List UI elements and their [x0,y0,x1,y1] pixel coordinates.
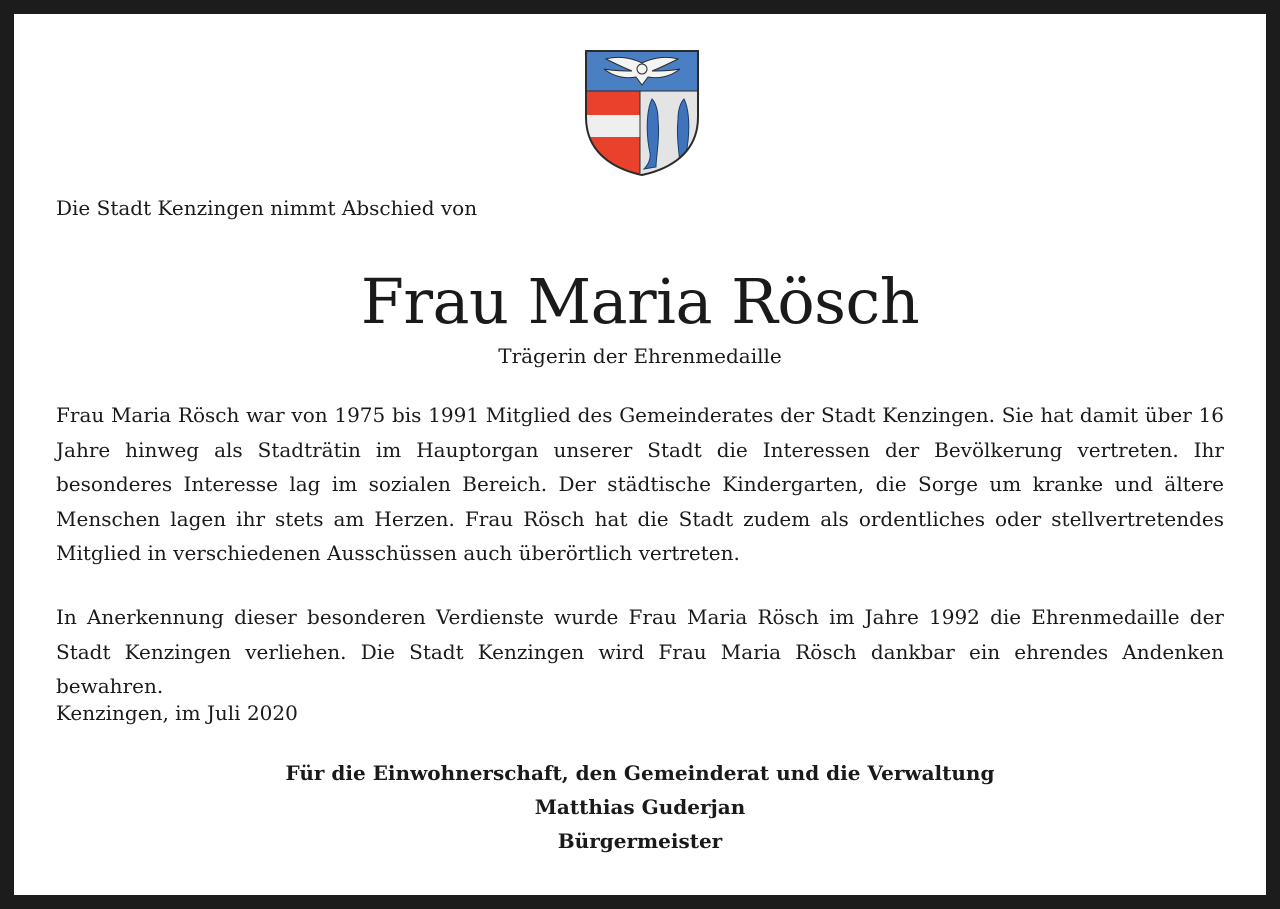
biography-paragraph: Frau Maria Rösch war von 1975 bis 1991 Mitglied des Gemeinderates der Stadt Kenzingen. Sie hat damit über 16 Jahre hinweg als Stadträtin im Hauptorgan unserer Stadt die Interessen der Bevölkerung vertreten. Ihr besonderes Interesse lag im sozialen Bereich. Der städtische Kindergarten, die Sorge um kranke und ältere Menschen lagen ihr stets am Herzen. Frau Rösch hat die Stadt zudem als ordentliches oder stellvertretendes Mitglied in verschiedenen Ausschüssen auch überörtlich vertreten. [56,403,1224,565]
deceased-name: Frau Maria Rösch [360,265,920,338]
signature-line-name: Matthias Guderjan [534,795,746,819]
signature-line-organization: Für die Einwohnerschaft, den Gemeinderat und die Verwaltung [285,761,995,785]
coat-of-arms-icon [584,49,700,177]
obituary-notice [14,14,1266,895]
honor-title: Trägerin der Ehrenmedaille [498,344,782,368]
intro-line: Die Stadt Kenzingen nimmt Abschied von [56,196,478,220]
place-date: Kenzingen, im Juli 2020 [56,701,298,725]
recognition-paragraph: In Anerkennung dieser besonderen Verdienste wurde Frau Maria Rösch im Jahre 1992 die Ehrenmedaille der Stadt Kenzingen verliehen. Die Stadt Kenzingen wird Frau Maria Rösch dankbar ein ehrendes Andenken bewahren. [56,605,1224,698]
signature-line-role: Bürgermeister [557,829,723,853]
